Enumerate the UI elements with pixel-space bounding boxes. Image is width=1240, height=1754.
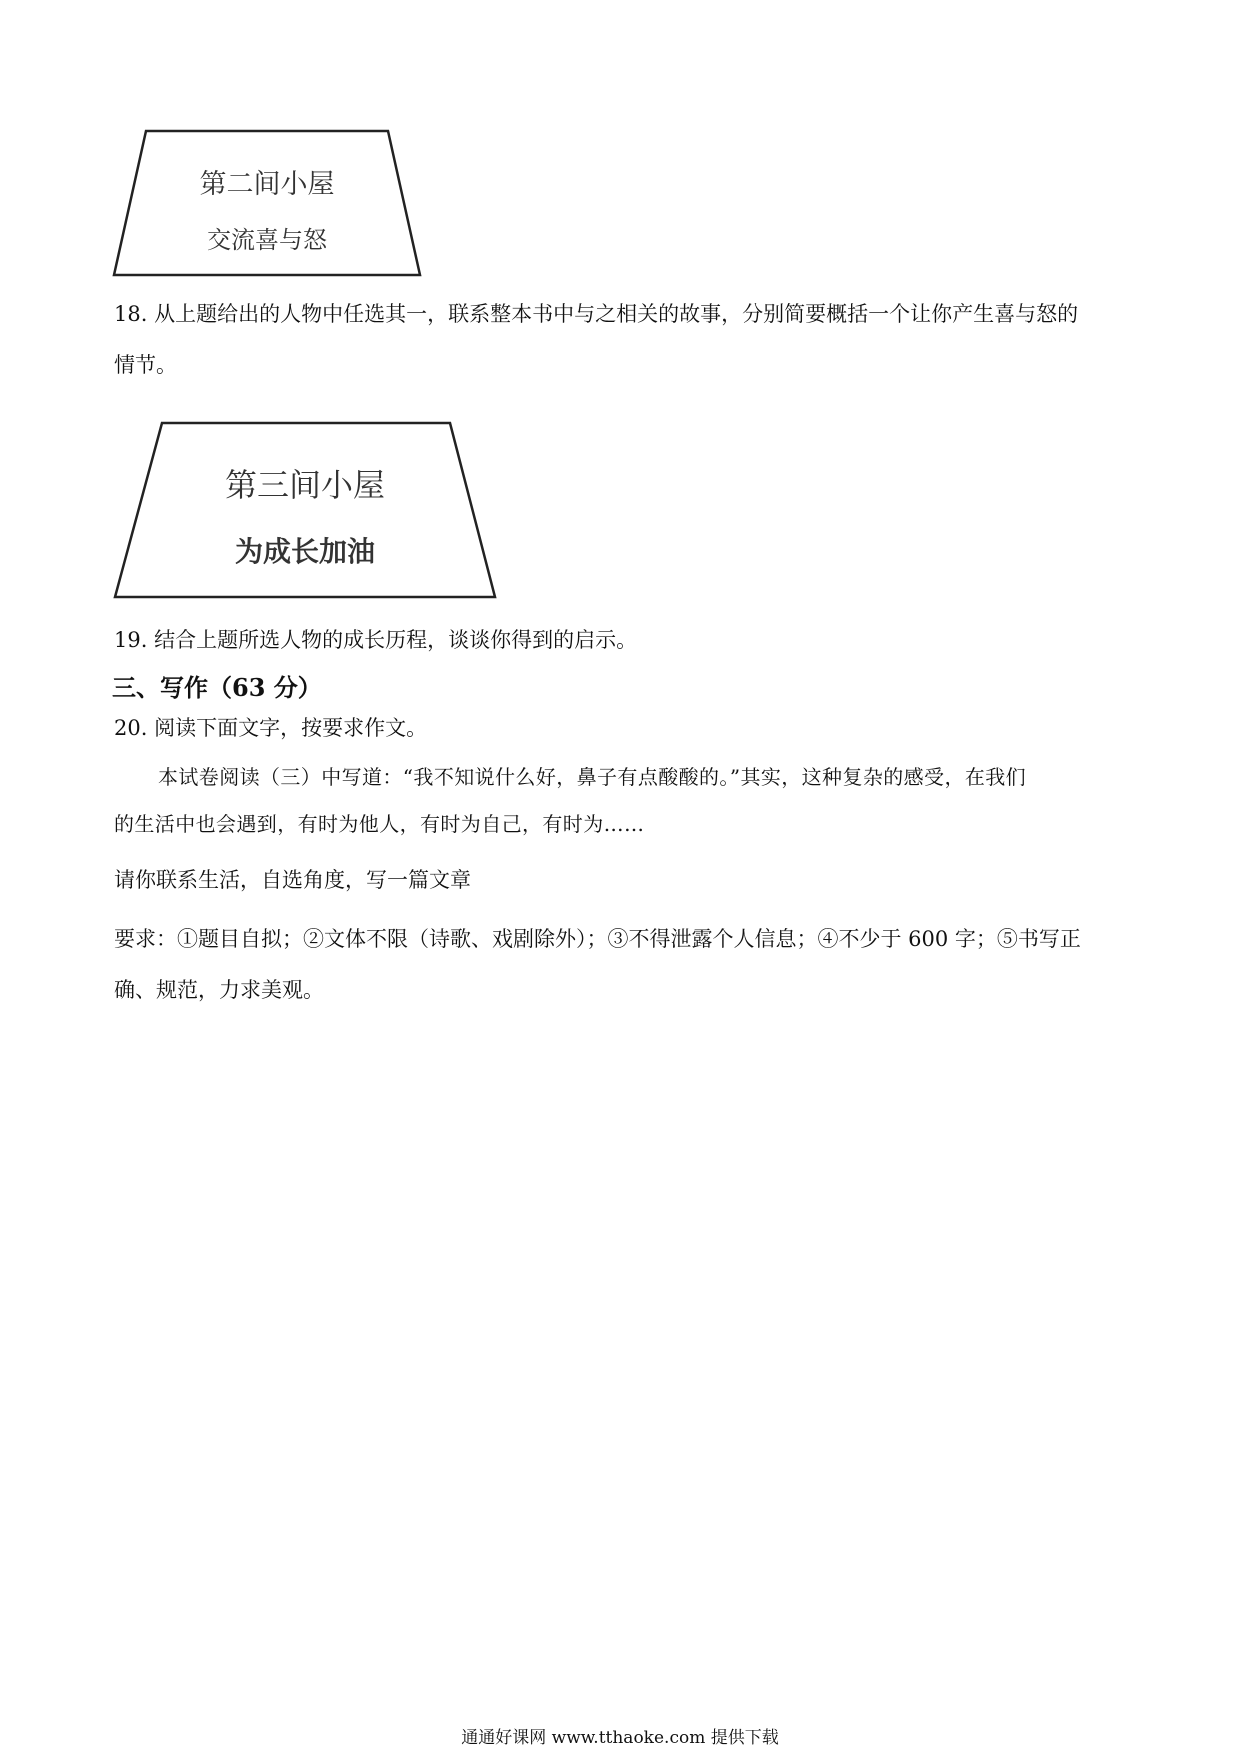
question-20-requirements-line1: 要求：①题目自拟；②文体不限（诗歌、戏剧除外）；③不得泄露个人信息；④不少于 600 字；⑤书写正: [114, 927, 1081, 951]
question-20-passage-line1: 本试卷阅读（三）中写道：“我不知说什么好，鼻子有点酸酸的。”其实，这种复杂的感受，在我们: [158, 765, 1027, 789]
question-19: 19. 结合上题所选人物的成长历程，谈谈你得到的启示。: [114, 628, 638, 652]
room-box-3-title: 第三间小屋: [224, 466, 385, 504]
trapezoid-frame-icon: [112, 128, 422, 278]
room-box-2-subtitle: 交流喜与怒: [207, 226, 327, 254]
question-20-prompt: 请你联系生活，自选角度，写一篇文章: [114, 868, 471, 892]
room-box-3: [112, 420, 498, 600]
question-18-line1: 18. 从上题给出的人物中任选其一，联系整本书中与之相关的故事，分别简要概括一个让你产生喜与怒的: [114, 302, 1079, 326]
question-20-passage-line2: 的生活中也会遇到，有时为他人，有时为自己，有时为……: [114, 812, 645, 836]
question-20-intro: 20. 阅读下面文字，按要求作文。: [114, 716, 428, 740]
room-box-2: [112, 128, 422, 278]
page-footer: 通通好课网 www.tthaoke.com 提供下载: [461, 1728, 779, 1748]
question-18-line2: 情节。: [114, 353, 177, 377]
room-box-3-subtitle: 为成长加油: [234, 535, 375, 568]
section-heading-writing: 三、写作（63 分）: [112, 673, 322, 702]
question-20-requirements-line2: 确、规范，力求美观。: [114, 978, 324, 1002]
room-box-2-title: 第二间小屋: [199, 169, 335, 200]
trapezoid-frame-icon: [112, 420, 498, 600]
